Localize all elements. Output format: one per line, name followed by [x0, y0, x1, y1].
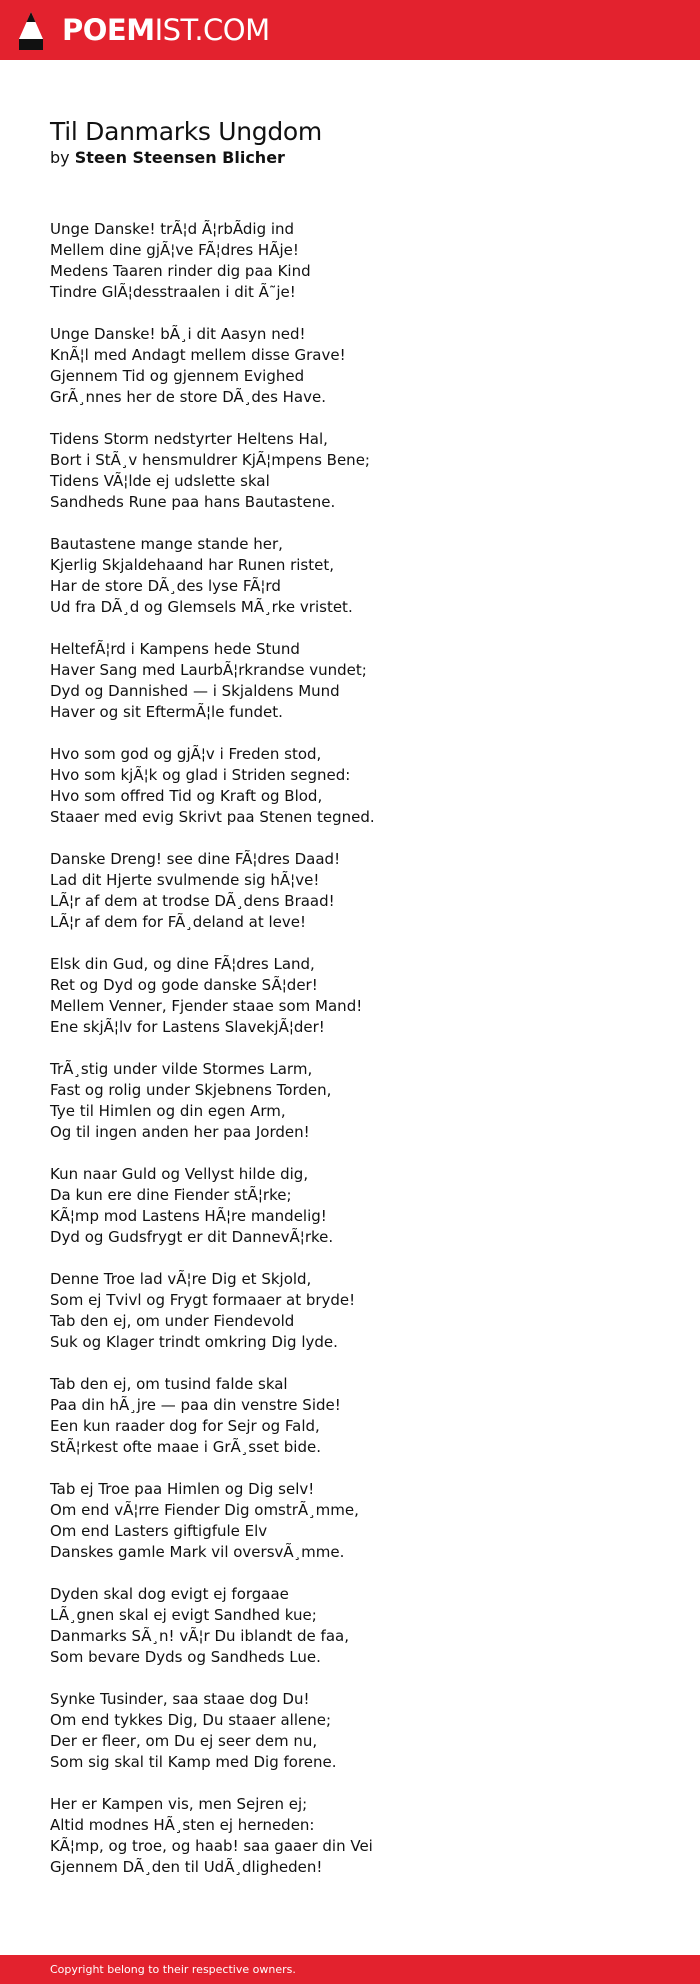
poem-line: Og til ingen anden her paa Jorden!	[50, 1123, 310, 1141]
pencil-tip-icon[interactable]	[18, 11, 44, 51]
poem-line: Bautastene mange stande her,	[50, 535, 283, 553]
stanza	[50, 1479, 670, 1584]
poem-line: Dyd og Dannished — i Skjaldens Mund	[50, 682, 340, 700]
poem-line: StÃ¦rkest ofte maae i GrÃ¸sset bide.	[50, 1438, 321, 1456]
poem-line: Unge Danske! bÃ¸i dit Aasyn ned!	[50, 325, 306, 343]
poem-line: Hvo som god og gjÃ¦v i Freden stod,	[50, 745, 322, 763]
poem-line: Staaer med evig Skrivt paa Stenen tegned.	[50, 808, 375, 826]
stanza	[50, 534, 670, 639]
copyright-notice: Copyright belong to their respective owners.	[50, 1963, 296, 1976]
poem-line: Een kun raader dog for Sejr og Fald,	[50, 1417, 320, 1435]
poem-line: Sandheds Rune paa hans Bautastene.	[50, 493, 336, 511]
stanza	[50, 744, 670, 849]
poem-line: KÃ¦mp, og troe, og haab! saa gaaer din Vei	[50, 1837, 373, 1855]
brand-bold-text: POEM	[62, 13, 155, 47]
poem-line: Mellem Venner, Fjender staae som Mand!	[50, 997, 363, 1015]
poem-line: Dyd og Gudsfrygt er dit DannevÃ¦rke.	[50, 1228, 334, 1246]
poem-line: KÃ¦mp mod Lastens HÃ¦re mandelig!	[50, 1207, 327, 1225]
poem-line: KnÃ¦l med Andagt mellem disse Grave!	[50, 346, 346, 364]
poem-line: Altid modnes HÃ¸sten ej herneden:	[50, 1816, 315, 1834]
stanza	[50, 1164, 670, 1269]
stanza	[50, 429, 670, 534]
poem-line: Der er fleer, om Du ej seer dem nu,	[50, 1732, 318, 1750]
poem-line: Suk og Klager trindt omkring Dig lyde.	[50, 1333, 338, 1351]
stanza	[50, 1689, 670, 1794]
poem-title: Til Danmarks Ungdom	[50, 117, 322, 146]
stanza	[50, 1269, 670, 1374]
stanza	[50, 219, 670, 324]
site-footer	[0, 1955, 700, 1984]
poem-line: Ene skjÃ¦lv for Lastens SlavekjÃ¦der!	[50, 1018, 325, 1036]
poem-byline	[50, 147, 285, 169]
poem-line: Mellem dine gjÃ¦ve FÃ¦dres HÃje!	[50, 241, 299, 259]
poem-line: Kun naar Guld og Vellyst hilde dig,	[50, 1165, 309, 1183]
poem-line: Da kun ere dine Fiender stÃ¦rke;	[50, 1186, 292, 1204]
brand-light-text: IST.COM	[154, 13, 270, 47]
poem-line: Tab den ej, om tusind falde skal	[50, 1375, 288, 1393]
site-logo-text[interactable]	[62, 13, 270, 47]
poem-line: Som bevare Dyds og Sandheds Lue.	[50, 1648, 321, 1666]
poem-line: Haver Sang med LaurbÃ¦rkrandse vundet;	[50, 661, 367, 679]
stanza	[50, 1374, 670, 1479]
poem-line: Om end Lasters giftigfule Elv	[50, 1522, 268, 1540]
poem-line: Her er Kampen vis, men Sejren ej;	[50, 1795, 308, 1813]
poem-line: Denne Troe lad vÃ¦re Dig et Skjold,	[50, 1270, 312, 1288]
poem-line: Danske Dreng! see dine FÃ¦dres Daad!	[50, 850, 341, 868]
poem-line: Gjennem Tid og gjennem Evighed	[50, 367, 305, 385]
stanza	[50, 324, 670, 429]
poem-line: Hvo som offred Tid og Kraft og Blod,	[50, 787, 323, 805]
poem-body	[50, 219, 670, 1899]
stanza	[50, 954, 670, 1059]
poem-line: Danskes gamle Mark vil oversvÃ¸mme.	[50, 1543, 345, 1561]
poem-line: HeltefÃ¦rd i Kampens hede Stund	[50, 640, 300, 658]
poem-line: Paa din hÃ¸jre — paa din venstre Side!	[50, 1396, 341, 1414]
poem-line: LÃ¦r af dem for FÃ¸deland at leve!	[50, 913, 306, 931]
poem-line: Om end tykkes Dig, Du staaer allene;	[50, 1711, 332, 1729]
poem-line: Tindre GlÃ¦desstraalen i dit Ã˜je!	[50, 283, 296, 301]
stanza	[50, 639, 670, 744]
poem-line: Tab den ej, om under Fiendevold	[50, 1312, 295, 1330]
by-label: by	[50, 148, 70, 167]
poem-line: Haver og sit EftermÃ¦le fundet.	[50, 703, 283, 721]
site-header	[0, 0, 700, 60]
poem-line: Som ej Tvivl og Frygt formaaer at bryde!	[50, 1291, 356, 1309]
poem-line: Tye til Himlen og din egen Arm,	[50, 1102, 286, 1120]
poem-line: Lad dit Hjerte svulmende sig hÃ¦ve!	[50, 871, 320, 889]
poem-line: Om end vÃ¦rre Fiender Dig omstrÃ¸mme,	[50, 1501, 359, 1519]
poem-line: Som sig skal til Kamp med Dig forene.	[50, 1753, 337, 1771]
poem-author: Steen Steensen Blicher	[74, 148, 285, 167]
poem-line: Hvo som kjÃ¦k og glad i Striden segned:	[50, 766, 351, 784]
poem-line: Ud fra DÃ¸d og Glemsels MÃ¸rke vristet.	[50, 598, 353, 616]
poem-line: Unge Danske! trÃ¦d Ã¦rbÃdig ind	[50, 220, 295, 238]
poem-line: Danmarks SÃ¸n! vÃ¦r Du iblandt de faa,	[50, 1627, 349, 1645]
poem-line: Dyden skal dog evigt ej forgaae	[50, 1585, 289, 1603]
poem-line: TrÃ¸stig under vilde Stormes Larm,	[50, 1060, 313, 1078]
poem-line: Gjennem DÃ¸den til UdÃ¸dligheden!	[50, 1858, 323, 1876]
poem-line: Ret og Dyd og gode danske SÃ¦der!	[50, 976, 318, 994]
stanza	[50, 849, 670, 954]
poem-line: LÃ¸gnen skal ej evigt Sandhed kue;	[50, 1606, 317, 1624]
poem-line: LÃ¦r af dem at trodse DÃ¸dens Braad!	[50, 892, 335, 910]
poem-line: Tidens VÃ¦lde ej udslette skal	[50, 472, 270, 490]
poem-line: Tab ej Troe paa Himlen og Dig selv!	[50, 1480, 315, 1498]
poem-line: GrÃ¸nnes her de store DÃ¸des Have.	[50, 388, 326, 406]
poem-line: Har de store DÃ¸des lyse FÃ¦rd	[50, 577, 281, 595]
stanza	[50, 1794, 670, 1899]
poem-line: Synke Tusinder, saa staae dog Du!	[50, 1690, 310, 1708]
stanza	[50, 1059, 670, 1164]
poem-line: Tidens Storm nedstyrter Heltens Hal,	[50, 430, 328, 448]
poem-line: Medens Taaren rinder dig paa Kind	[50, 262, 311, 280]
stanza	[50, 1584, 670, 1689]
poem-line: Bort i StÃ¸v hensmuldrer KjÃ¦mpens Bene;	[50, 451, 370, 469]
poem-line: Elsk din Gud, og dine FÃ¦dres Land,	[50, 955, 315, 973]
poem-line: Fast og rolig under Skjebnens Torden,	[50, 1081, 332, 1099]
poem-line: Kjerlig Skjaldehaand har Runen ristet,	[50, 556, 335, 574]
